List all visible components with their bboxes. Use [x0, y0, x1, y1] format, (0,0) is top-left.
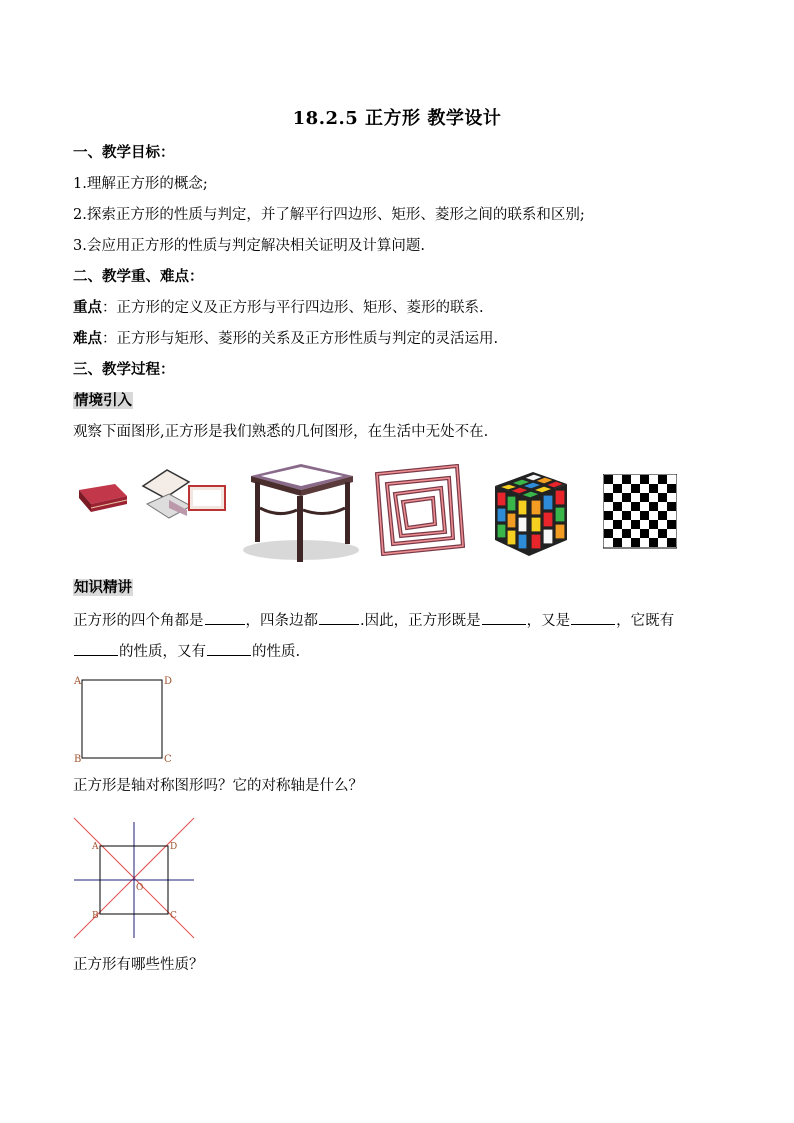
picture-row [73, 464, 693, 564]
rubiks-cube-icon [491, 468, 571, 560]
answer-blank[interactable] [207, 641, 251, 656]
intro-text: 观察下面图形,正方形是我们熟悉的几何图形，在生活中无处不在. [73, 424, 489, 440]
heading-key-points: 二、教学重、难点： [73, 268, 204, 285]
fill-blank-line-1 [73, 610, 674, 631]
text-segment: .因此，正方形既是 [360, 613, 481, 629]
label-c: C [164, 754, 172, 765]
key-label: 重点 [73, 299, 102, 316]
key-text: ：正方形的定义及正方形与平行四边形、矩形、菱形的联系. [102, 300, 484, 316]
answer-blank[interactable] [74, 641, 118, 656]
goal-3: 3.会应用正方形的性质与判定解决相关证明及计算问题. [73, 238, 425, 254]
label-b: B [92, 911, 99, 921]
square-table-icon [239, 458, 363, 564]
text-segment: 的性质，又有 [119, 644, 206, 660]
red-book-icon [77, 478, 129, 518]
label-c: C [170, 911, 177, 921]
square-abcd-figure [72, 672, 182, 766]
label-b: B [74, 754, 82, 765]
text-segment: ，又是 [526, 613, 571, 629]
question-properties: 正方形有哪些性质？ [73, 957, 204, 973]
nested-squares-icon [373, 464, 465, 556]
goal-1: 1.理解正方形的概念; [73, 176, 208, 192]
difficult-label: 难点 [73, 330, 102, 347]
knowledge-tag: 知识精讲 [74, 579, 132, 596]
text-segment: ，四条边都 [245, 613, 318, 629]
label-a: A [92, 842, 99, 852]
label-o: O [136, 883, 144, 893]
fill-blank-line-2 [73, 641, 300, 662]
text-segment: ，它既有 [616, 613, 675, 629]
label-d: D [170, 842, 178, 852]
intro-tag-line [73, 391, 133, 411]
text-segment: 正方形的四个角都是 [73, 613, 204, 629]
page-title: 18.2.5 正方形 教学设计 [292, 108, 502, 129]
answer-blank[interactable] [319, 610, 359, 625]
open-box-icon [139, 466, 229, 520]
knowledge-tag-line [73, 578, 133, 598]
intro-tag: 情境引入 [74, 392, 132, 409]
label-a: A [74, 676, 82, 687]
text-segment: 的性质. [252, 644, 301, 660]
heading-process: 三、教学过程： [73, 361, 175, 378]
checkerboard-icon [603, 474, 677, 550]
label-d: D [164, 676, 173, 687]
answer-blank[interactable] [205, 610, 245, 625]
answer-blank[interactable] [482, 610, 526, 625]
heading-goals: 一、教学目标： [73, 144, 175, 161]
goal-2: 2.探索正方形的性质与判定，并了解平行四边形、矩形、菱形之间的联系和区别; [73, 207, 585, 223]
answer-blank[interactable] [571, 610, 615, 625]
symmetry-axes-figure [70, 814, 198, 942]
question-symmetry: 正方形是轴对称图形吗？它的对称轴是什么？ [73, 778, 363, 794]
difficult-point [73, 329, 498, 349]
key-point [73, 298, 484, 318]
difficult-text: ：正方形与矩形、菱形的关系及正方形性质与判定的灵活运用. [102, 331, 499, 347]
